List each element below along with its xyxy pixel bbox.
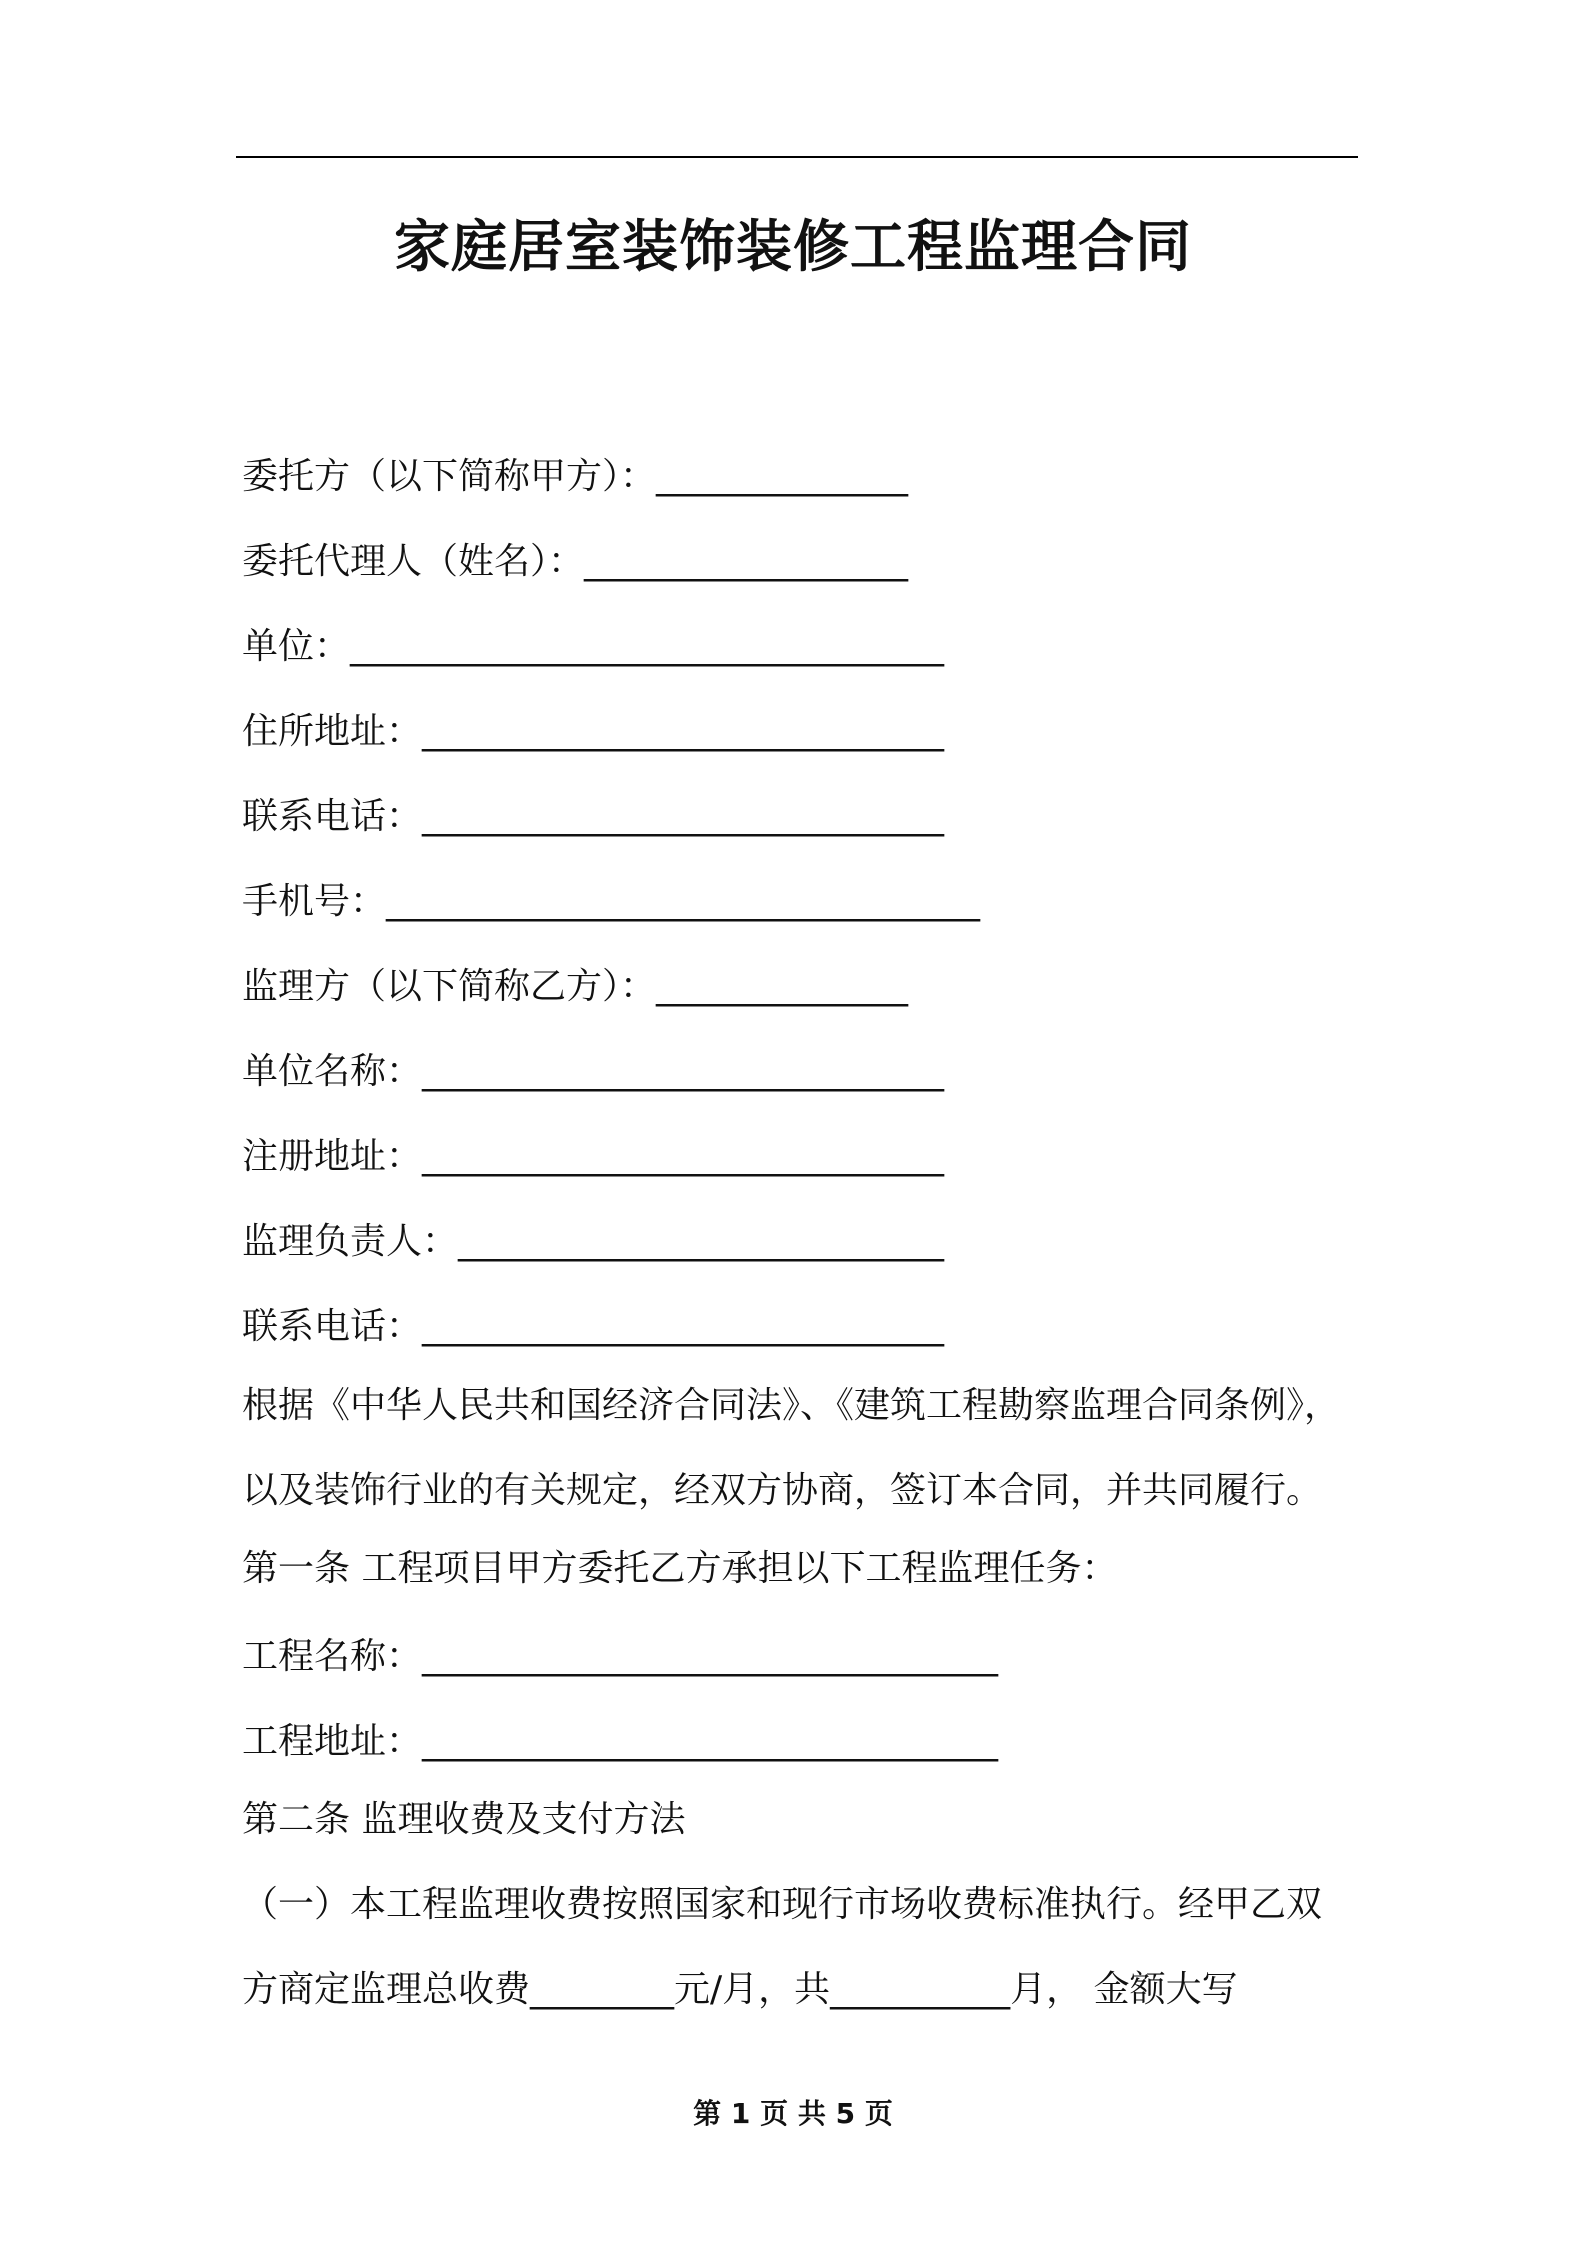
- page-number: 第 1 页 共 5 页: [693, 2097, 893, 2130]
- client-phone-line: 联系电话：_____________________________: [242, 796, 945, 837]
- supervisor-phone-line: 联系电话：_____________________________: [242, 1306, 945, 1347]
- client-party-line: 委托方（以下简称甲方）：______________: [242, 456, 909, 497]
- header-rule: [236, 156, 1358, 158]
- project-name-line: 工程名称：________________________________: [242, 1636, 999, 1677]
- article-2-heading: 第二条 监理收费及支付方法: [242, 1799, 686, 1840]
- preamble-line-2: 以及装饰行业的有关规定，经双方协商，签订本合同，并共同履行。: [242, 1470, 1323, 1511]
- supervisor-registered-address-line: 注册地址：_____________________________: [242, 1136, 945, 1177]
- supervisor-party-line: 监理方（以下简称乙方）：______________: [242, 966, 909, 1007]
- project-address-line: 工程地址：________________________________: [242, 1721, 999, 1762]
- supervisor-unit-name-line: 单位名称：_____________________________: [242, 1051, 945, 1092]
- supervisor-lead-line: 监理负责人：___________________________: [242, 1221, 945, 1262]
- client-unit-line: 单位：_________________________________: [242, 626, 945, 667]
- fee-clause-line-2: 方商定监理总收费________元/月，共__________月， 金额大写: [242, 1969, 1238, 2010]
- document-title: 家庭居室装饰装修工程监理合同: [394, 215, 1192, 280]
- client-agent-line: 委托代理人（姓名）：__________________: [242, 541, 909, 582]
- fee-clause-line-1: （一）本工程监理收费按照国家和现行市场收费标准执行。经甲乙双: [242, 1884, 1323, 1925]
- preamble-line-1: 根据《中华人民共和国经济合同法》、《建筑工程勘察监理合同条例》，: [242, 1385, 1341, 1426]
- client-mobile-line: 手机号：_________________________________: [242, 881, 981, 922]
- client-address-line: 住所地址：_____________________________: [242, 711, 945, 752]
- article-1-heading: 第一条 工程项目甲方委托乙方承担以下工程监理任务：: [242, 1548, 1118, 1589]
